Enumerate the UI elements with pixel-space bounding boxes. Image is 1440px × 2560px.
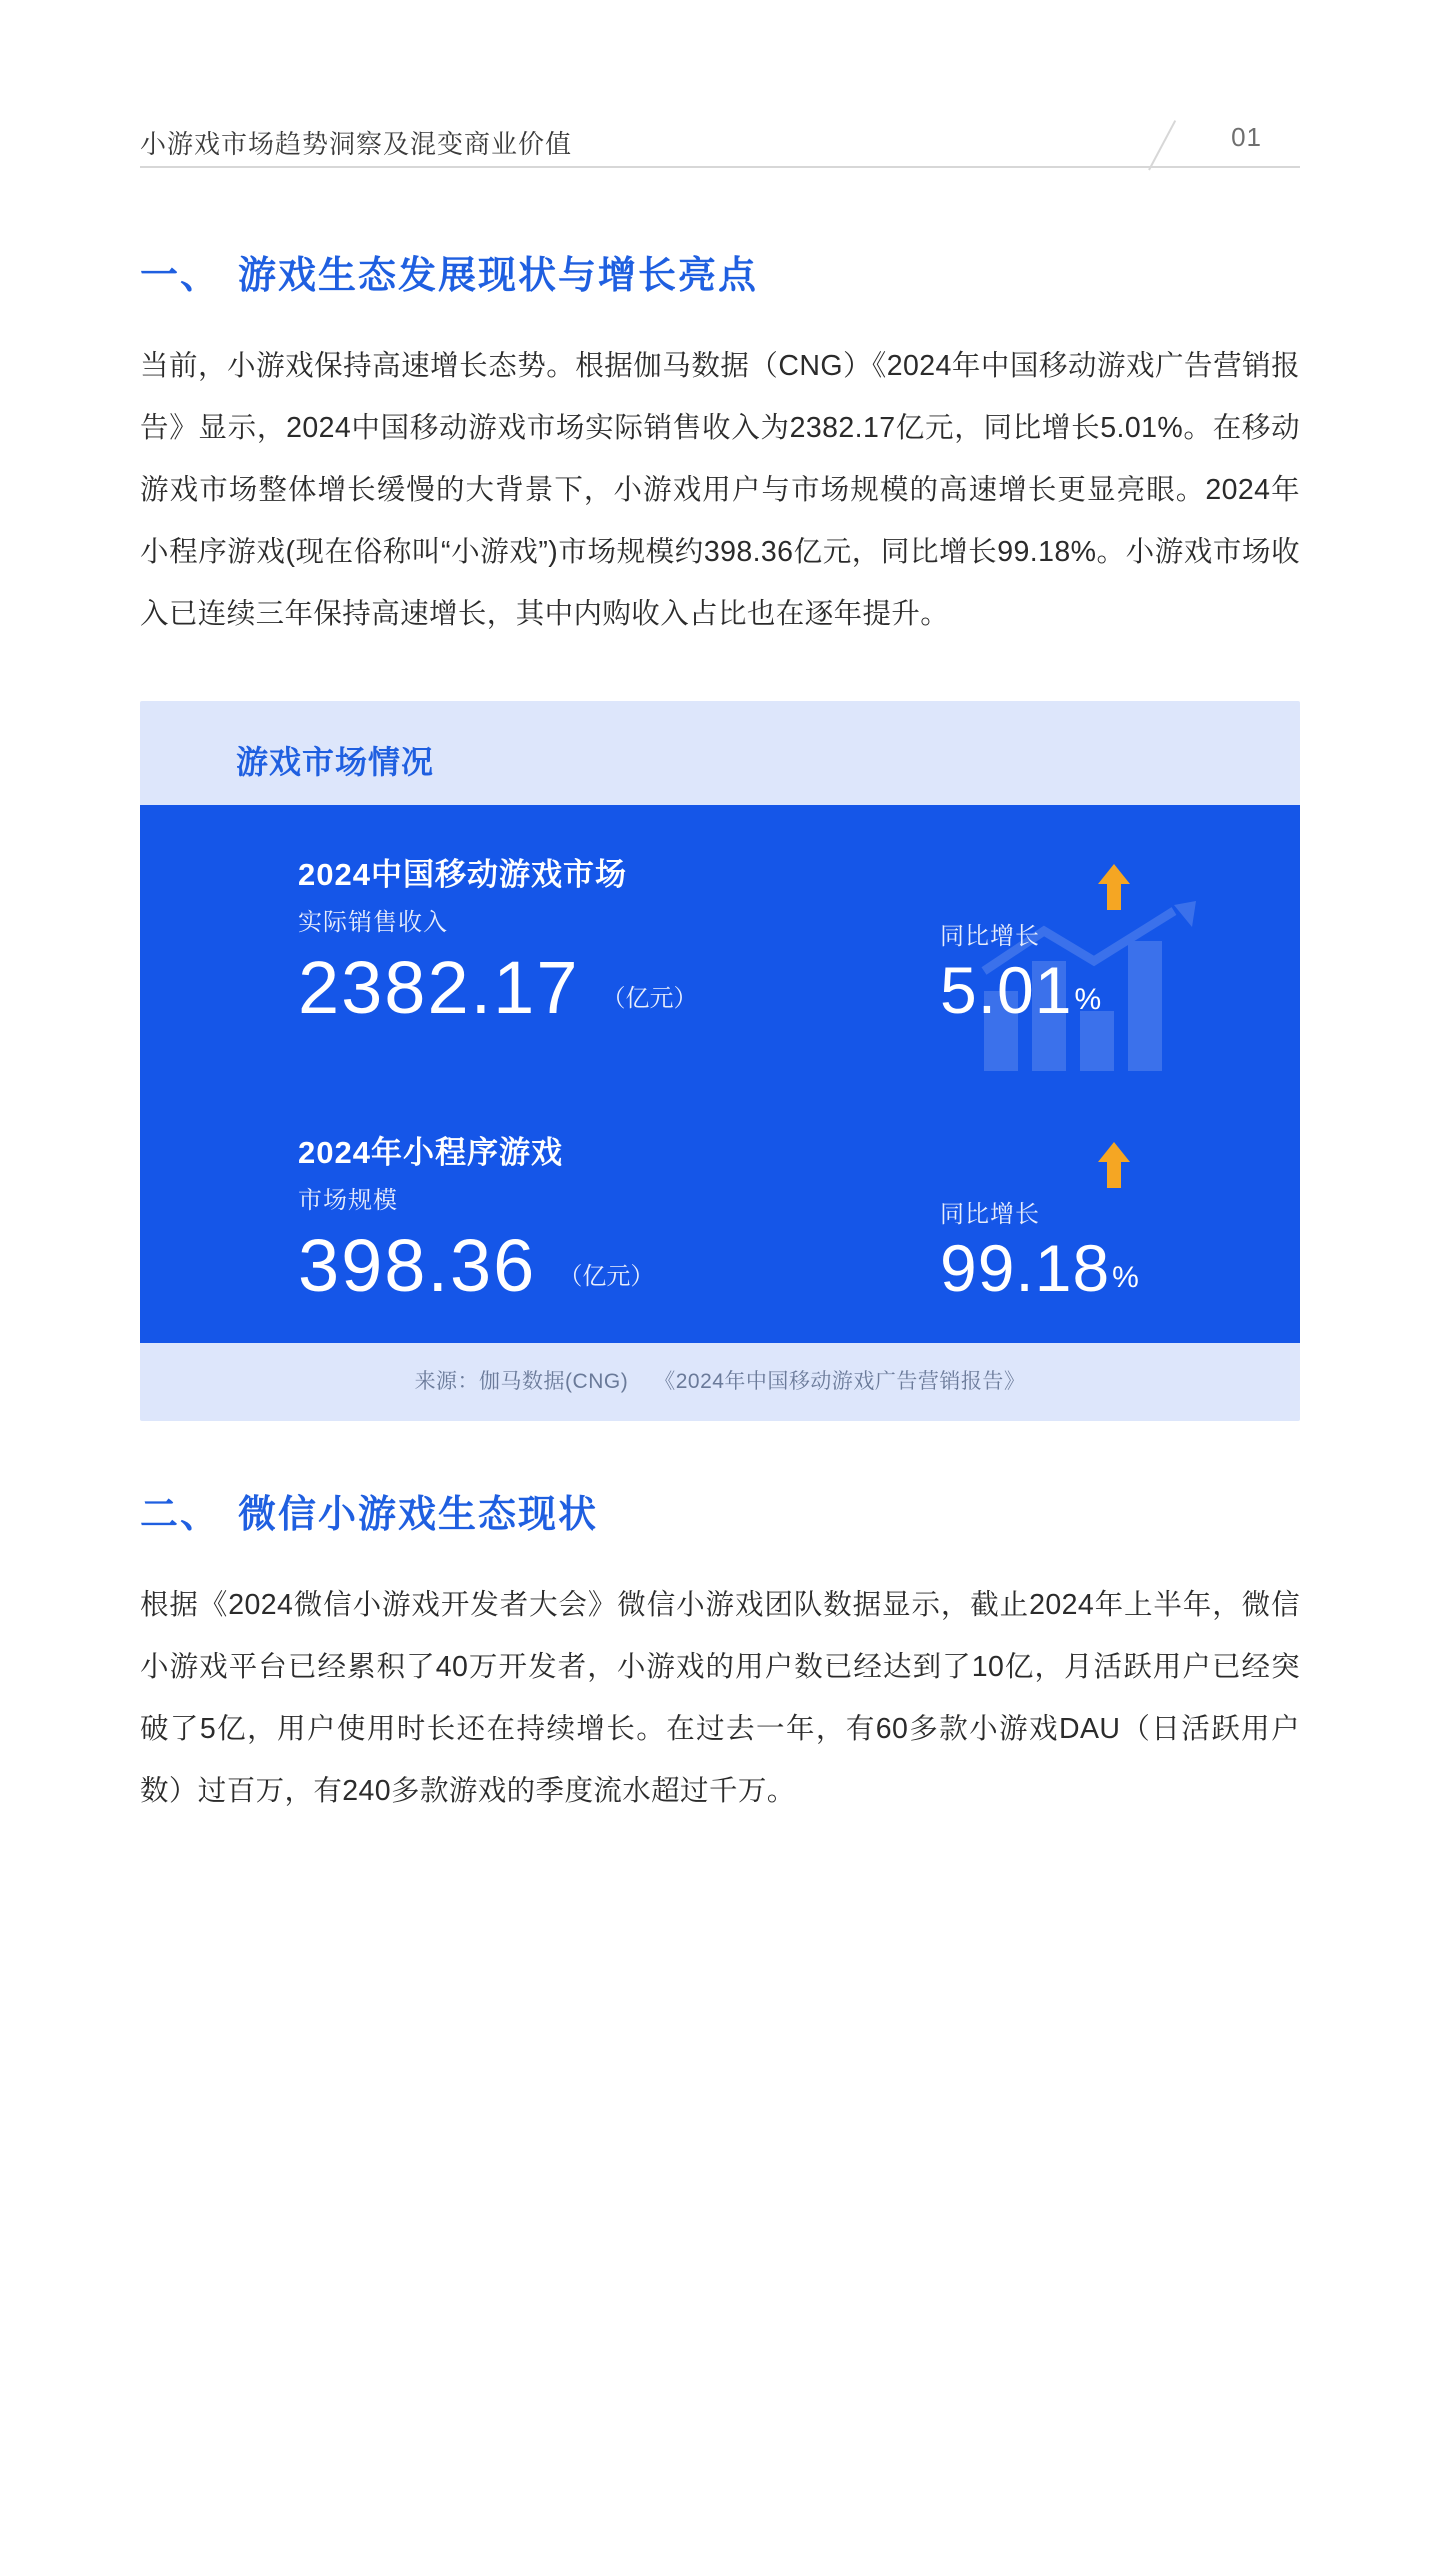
stat-2-heading: 2024年小程序游戏 (298, 1135, 563, 1170)
card-body (140, 805, 1300, 1343)
section-heading-2 (140, 1483, 1300, 1538)
card-title: 游戏市场情况 (236, 744, 435, 780)
stat-2-growth-value: 99.18 (940, 1231, 1111, 1305)
card-source (140, 1343, 1300, 1421)
section-2-paragraph: 根据《2024微信小游戏开发者大会》微信小游戏团队数据显示，截止2024年上半年，微信小游戏平台已经累积了40万开发者，小游戏的用户数已经达到了10亿，月活跃用户已经突破了5亿，用户使用时长还在持续增长。在过去一年，有60多款小游戏DAU（日活跃用户数）过百万，有240多款游戏的季度流水超过千万。 (140, 1589, 1300, 1807)
stat-2-unit: （亿元） (558, 1263, 655, 1290)
stat-2-growth-percent-sign: % (1112, 1261, 1139, 1294)
stat-1-subheading: 实际销售收入 (298, 909, 448, 936)
page-number: 01 (1231, 122, 1262, 152)
header-divider (140, 166, 1300, 168)
section-1-number: 一、 (140, 255, 221, 297)
card-source-report: 《2024年中国移动游戏广告营销报告》 (654, 1370, 1026, 1393)
section-2-title: 微信小游戏生态现状 (238, 1494, 599, 1536)
stat-1-value: 2382.17 (298, 946, 580, 1029)
page-header (140, 118, 1300, 182)
stat-1-growth-row (940, 953, 1102, 1027)
stat-block-mobile-game-market (140, 849, 1300, 1029)
section-1-title: 游戏生态发展现状与增长亮点 (238, 255, 759, 297)
stat-1-growth-percent-sign: % (1074, 983, 1102, 1016)
stat-1-unit: （亿元） (601, 985, 698, 1012)
stat-2-growth (940, 1194, 1139, 1305)
stat-2-subheading: 市场规模 (298, 1187, 398, 1214)
card-source-label: 来源：伽马数据(CNG) (414, 1370, 629, 1393)
stat-1-value-row (298, 946, 1300, 1029)
section-heading-1 (140, 244, 1300, 299)
stat-1-growth (940, 916, 1102, 1027)
stat-2-value: 398.36 (298, 1224, 537, 1307)
stat-2-growth-row (940, 1231, 1139, 1305)
stat-1-growth-value: 5.01 (940, 953, 1073, 1027)
page-title: 小游戏市场趋势洞察及混变商业价值 (140, 129, 573, 159)
header-slash-decoration (1148, 120, 1176, 170)
stat-block-miniprogram-game-market (140, 1127, 1300, 1307)
stat-2-value-row (298, 1224, 1300, 1307)
stat-1-heading: 2024中国移动游戏市场 (298, 857, 627, 892)
market-info-card (140, 701, 1300, 1421)
stat-1-growth-label: 同比增长 (940, 923, 1040, 950)
section-2-number: 二、 (140, 1494, 221, 1536)
stat-2-growth-label: 同比增长 (940, 1201, 1040, 1228)
section-1-paragraph: 当前，小游戏保持高速增长态势。根据伽马数据（CNG）《2024年中国移动游戏广告营销报告》显示，2024中国移动游戏市场实际销售收入为2382.17亿元，同比增长5.01%。在移动游戏市场整体增长缓慢的大背景下，小游戏用户与市场规模的高速增长更显亮眼。2024年小程序游戏(现在俗称叫“小游戏”)市场规模约398.36亿元，同比增长99.18%。小游戏市场收入已连续三年保持高速增长，其中内购收入占比也在逐年提升。 (140, 350, 1300, 630)
